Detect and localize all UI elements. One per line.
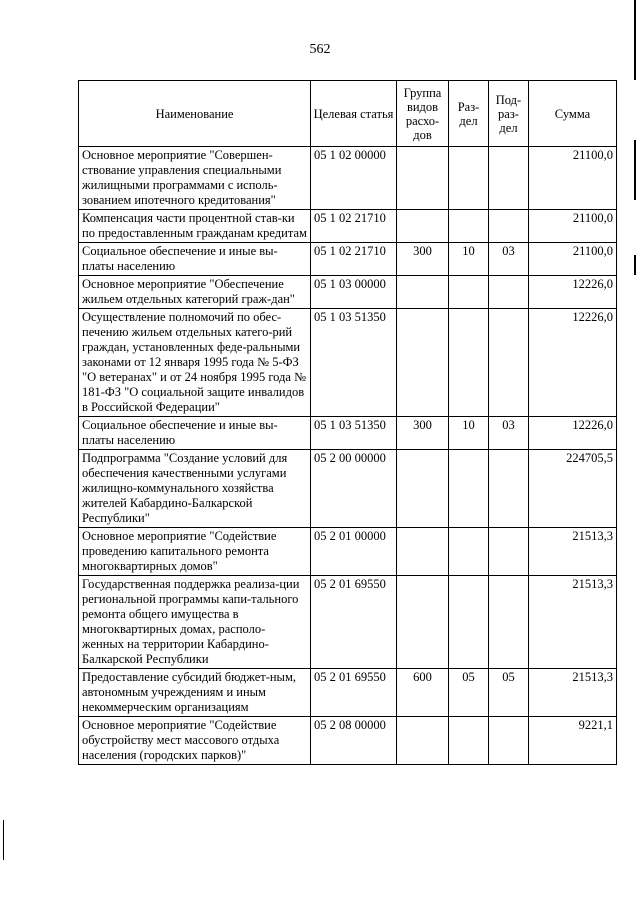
row-code: 05 2 08 00000 <box>311 717 397 765</box>
row-amount: 9221,1 <box>529 717 617 765</box>
scan-edge-mark <box>634 255 636 275</box>
row-section <box>449 450 489 528</box>
row-code: 05 1 02 21710 <box>311 243 397 276</box>
row-code: 05 1 03 51350 <box>311 417 397 450</box>
row-name: Осуществление полномочий по обес-печению жильем отдельных катего-рий граждан, установленных феде-ральными законами от 12 января 1995 года № 5-ФЗ "О ветеранах" и от 24 ноября 1995 года № 181-ФЗ "О социальной защите инвалидов в Российской Федерации" <box>79 309 311 417</box>
row-code: 05 2 01 69550 <box>311 576 397 669</box>
row-amount: 224705,5 <box>529 450 617 528</box>
row-name: Основное мероприятие "Содействие проведению капитального ремонта многоквартирных домов" <box>79 528 311 576</box>
header-section: Раз-дел <box>449 81 489 147</box>
row-name: Основное мероприятие "Совершен-ствование управления специальными жилищными программами с исполь-зованием ипотечного кредитования" <box>79 147 311 210</box>
table-row <box>79 276 617 309</box>
row-amount: 21513,3 <box>529 576 617 669</box>
row-subsection: 03 <box>489 243 529 276</box>
header-name: Наименование <box>79 81 311 147</box>
row-amount: 21100,0 <box>529 210 617 243</box>
header-target-article: Целевая статья <box>311 81 397 147</box>
header-expense-group: Группа видов расхо-дов <box>397 81 449 147</box>
row-section <box>449 147 489 210</box>
scan-edge-mark <box>634 0 636 80</box>
row-amount: 21100,0 <box>529 147 617 210</box>
row-subsection: 03 <box>489 417 529 450</box>
row-code: 05 2 00 00000 <box>311 450 397 528</box>
row-name: Компенсация части процентной став-ки по предоставленным гражданам кредитам <box>79 210 311 243</box>
row-section <box>449 576 489 669</box>
row-subsection <box>489 276 529 309</box>
row-section: 05 <box>449 669 489 717</box>
row-subsection <box>489 309 529 417</box>
row-code: 05 1 03 00000 <box>311 276 397 309</box>
table-header-row <box>79 81 617 147</box>
row-subsection: 05 <box>489 669 529 717</box>
table-row <box>79 669 617 717</box>
row-section <box>449 276 489 309</box>
row-code: 05 2 01 69550 <box>311 669 397 717</box>
table-row <box>79 717 617 765</box>
row-amount: 21513,3 <box>529 528 617 576</box>
row-name: Социальное обеспечение и иные вы-платы населению <box>79 417 311 450</box>
scan-edge-mark <box>634 140 636 200</box>
row-name: Основное мероприятие "Обеспечение жильем отдельных категорий граж-дан" <box>79 276 311 309</box>
row-amount: 12226,0 <box>529 417 617 450</box>
row-subsection <box>489 210 529 243</box>
row-section <box>449 210 489 243</box>
header-amount: Сумма <box>529 81 617 147</box>
row-section <box>449 528 489 576</box>
row-section: 10 <box>449 243 489 276</box>
row-amount: 21100,0 <box>529 243 617 276</box>
table-row <box>79 147 617 210</box>
row-name: Основное мероприятие "Содействие обустройству мест массового отдыха населения (городских парков)" <box>79 717 311 765</box>
row-group <box>397 147 449 210</box>
row-group <box>397 717 449 765</box>
table-row <box>79 576 617 669</box>
header-subsection: Под-раз-дел <box>489 81 529 147</box>
table-row <box>79 528 617 576</box>
row-group <box>397 528 449 576</box>
table-row <box>79 210 617 243</box>
budget-table <box>78 80 617 765</box>
row-code: 05 1 02 00000 <box>311 147 397 210</box>
row-group: 300 <box>397 417 449 450</box>
row-subsection <box>489 717 529 765</box>
row-section: 10 <box>449 417 489 450</box>
row-section <box>449 717 489 765</box>
row-group: 600 <box>397 669 449 717</box>
row-group <box>397 309 449 417</box>
row-name: Предоставление субсидий бюджет-ным, автономным учреждениям и иным некоммерческим организациям <box>79 669 311 717</box>
row-subsection <box>489 528 529 576</box>
row-amount: 12226,0 <box>529 276 617 309</box>
row-group <box>397 210 449 243</box>
row-group <box>397 576 449 669</box>
scan-edge-mark <box>3 820 4 860</box>
row-name: Социальное обеспечение и иные вы-платы населению <box>79 243 311 276</box>
row-group <box>397 450 449 528</box>
row-subsection <box>489 576 529 669</box>
row-subsection <box>489 450 529 528</box>
table-row <box>79 309 617 417</box>
row-amount: 12226,0 <box>529 309 617 417</box>
table-row <box>79 243 617 276</box>
page-number: 562 <box>309 42 331 57</box>
row-code: 05 1 03 51350 <box>311 309 397 417</box>
row-name: Подпрограмма "Создание условий для обеспечения качественными услугами жилищно-коммунального хозяйства жителей Кабардино-Балкарской Республики" <box>79 450 311 528</box>
row-section <box>449 309 489 417</box>
row-code: 05 1 02 21710 <box>311 210 397 243</box>
row-name: Государственная поддержка реализа-ции региональной программы капи-тального ремонта общего имущества в многоквартирных домах, располо-женных на территории Кабардино-Балкарской Республики <box>79 576 311 669</box>
table-row <box>79 450 617 528</box>
row-group <box>397 276 449 309</box>
row-group: 300 <box>397 243 449 276</box>
row-subsection <box>489 147 529 210</box>
row-code: 05 2 01 00000 <box>311 528 397 576</box>
row-amount: 21513,3 <box>529 669 617 717</box>
table-row <box>79 417 617 450</box>
